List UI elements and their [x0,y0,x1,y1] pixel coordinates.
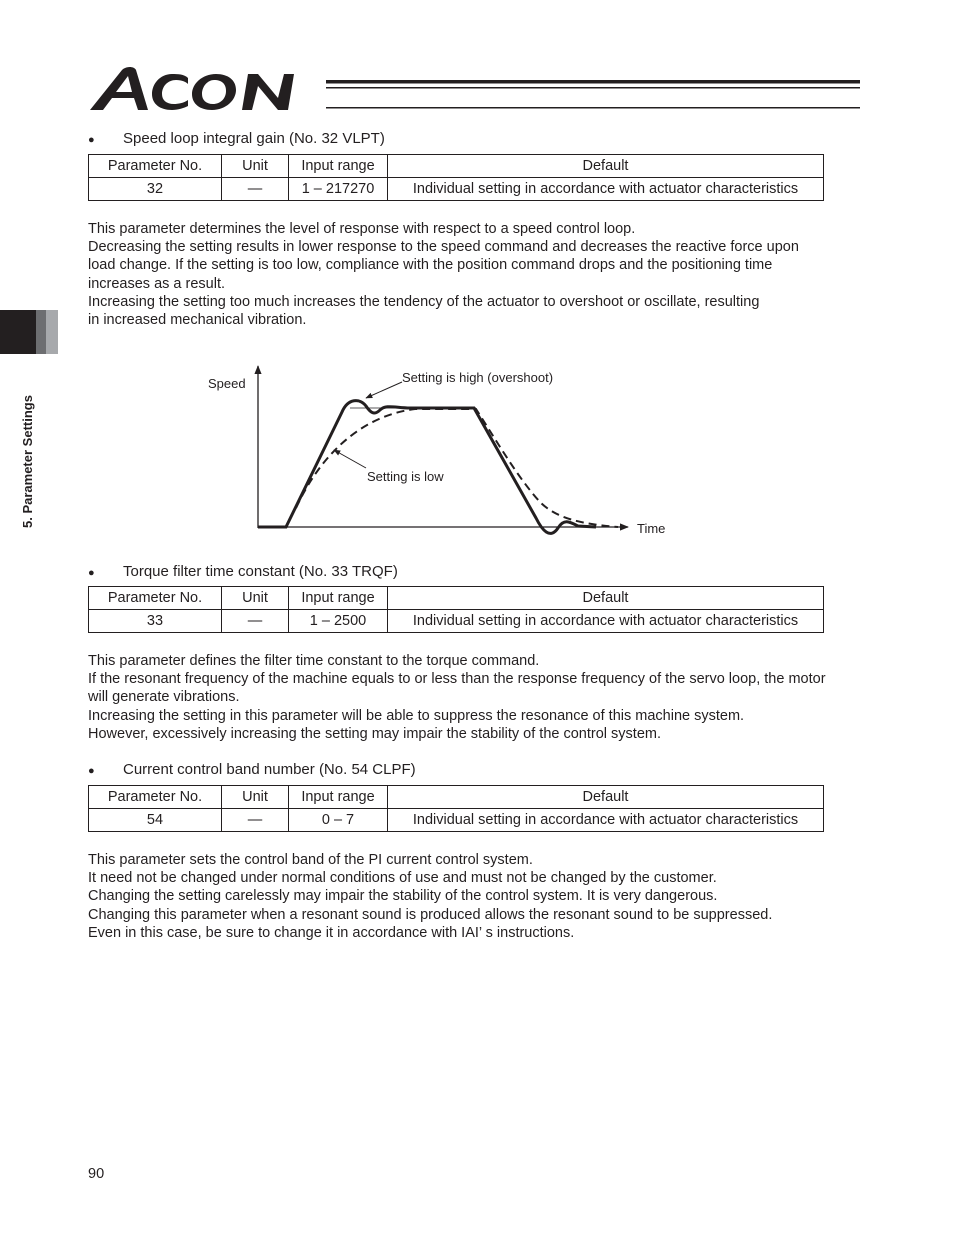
section-title-vlpt [88,130,385,147]
bullet-icon: ● [88,567,95,579]
header-rule [326,80,860,110]
description-clpf [88,851,848,942]
table-header-row [89,587,824,610]
description-trqf [88,652,848,743]
time-axis-label: Time [637,521,666,536]
paragraph: Even in this case, be sure to change it in accordance with IAI’ s instructions. [88,924,575,941]
speed-axis-label: Speed [208,376,246,391]
page-number: 90 [88,1166,105,1182]
section-title-text: Speed loop integral gain (No. 32 VLPT) [123,130,385,147]
cell-default: Individual setting in accordance with actuator characteristics [388,610,824,633]
header-input-range: Input range [289,587,388,610]
paragraph: Increasing the setting in this parameter will be able to suppress the resonance of this machine system. [88,707,745,724]
paragraph: Changing this parameter when a resonant sound is produced allows the resonant sound to be suppressed. [88,906,773,923]
header-unit: Unit [222,155,289,178]
header-input-range: Input range [289,786,388,809]
speed-response-diagram [200,358,680,548]
description-vlpt [88,220,848,329]
table-header-row [89,155,824,178]
cell-unit: — [222,610,289,633]
header-parameter-no: Parameter No. [89,587,222,610]
header-default: Default [388,786,824,809]
header-unit: Unit [222,786,289,809]
section-title-text: Torque filter time constant (No. 33 TRQF) [123,563,398,580]
header-default: Default [388,587,824,610]
table-row [89,178,824,201]
cell-default: Individual setting in accordance with actuator characteristics [388,178,824,201]
low-setting-label: Setting is low [367,469,444,484]
header-default: Default [388,155,824,178]
cell-input-range: 1 – 2500 [289,610,388,633]
cell-parameter-no: 54 [89,809,222,832]
paragraph: It need not be changed under normal conditions of use and must not be changed by the customer. [88,870,717,887]
cell-input-range: 1 – 217270 [289,178,388,201]
high-setting-leader [366,382,402,398]
header-unit: Unit [222,587,289,610]
paragraph: However, excessively increasing the setting may impair the stability of the control system. [88,725,661,742]
bullet-icon: ● [88,134,95,146]
high-setting-curve [258,401,596,534]
paragraph: Decreasing the setting results in lower response to the speed command and decreases the reactive force upon load change. If the setting is too low, compliance with the position command drops and the positioning time increases as a result. [88,239,799,292]
parameter-table-trqf [88,586,824,633]
low-setting-curve [296,409,618,527]
paragraph: Increasing the setting too much increases the tendency of the actuator to overshoot or oscillate, resulting in increased mechanical vibration. [88,293,760,329]
cell-unit: — [222,178,289,201]
paragraph: If the resonant frequency of the machine equals to or less than the response frequency of the servo loop, the motor will generate vibrations. [88,671,826,706]
cell-parameter-no: 33 [89,610,222,633]
paragraph: This parameter determines the level of response with respect to a speed control loop. [88,221,636,237]
parameter-table-vlpt [88,154,824,201]
section-title-clpf [88,761,416,778]
section-title-trqf [88,563,398,580]
table-row [89,610,824,633]
high-setting-label: Setting is high (overshoot) [402,370,554,385]
table-row [89,809,824,832]
acon-logo [88,64,328,114]
parameter-table-clpf [88,785,824,832]
cell-input-range: 0 – 7 [289,809,388,832]
paragraph: Changing the setting carelessly may impair the stability of the control system. It is very dangerous. [88,888,718,905]
low-setting-leader [334,450,366,468]
section-title-text: Current control band number (No. 54 CLPF) [123,761,416,778]
header-parameter-no: Parameter No. [89,786,222,809]
cell-parameter-no: 32 [89,178,222,201]
bullet-icon: ● [88,765,95,777]
table-header-row [89,786,824,809]
header-parameter-no: Parameter No. [89,155,222,178]
paragraph: This parameter sets the control band of the PI current control system. [88,852,533,868]
paragraph: This parameter defines the filter time constant to the torque command. [88,653,540,669]
chapter-side-label: 5. Parameter Settings [20,395,35,528]
header-input-range: Input range [289,155,388,178]
cell-default: Individual setting in accordance with actuator characteristics [388,809,824,832]
cell-unit: — [222,809,289,832]
